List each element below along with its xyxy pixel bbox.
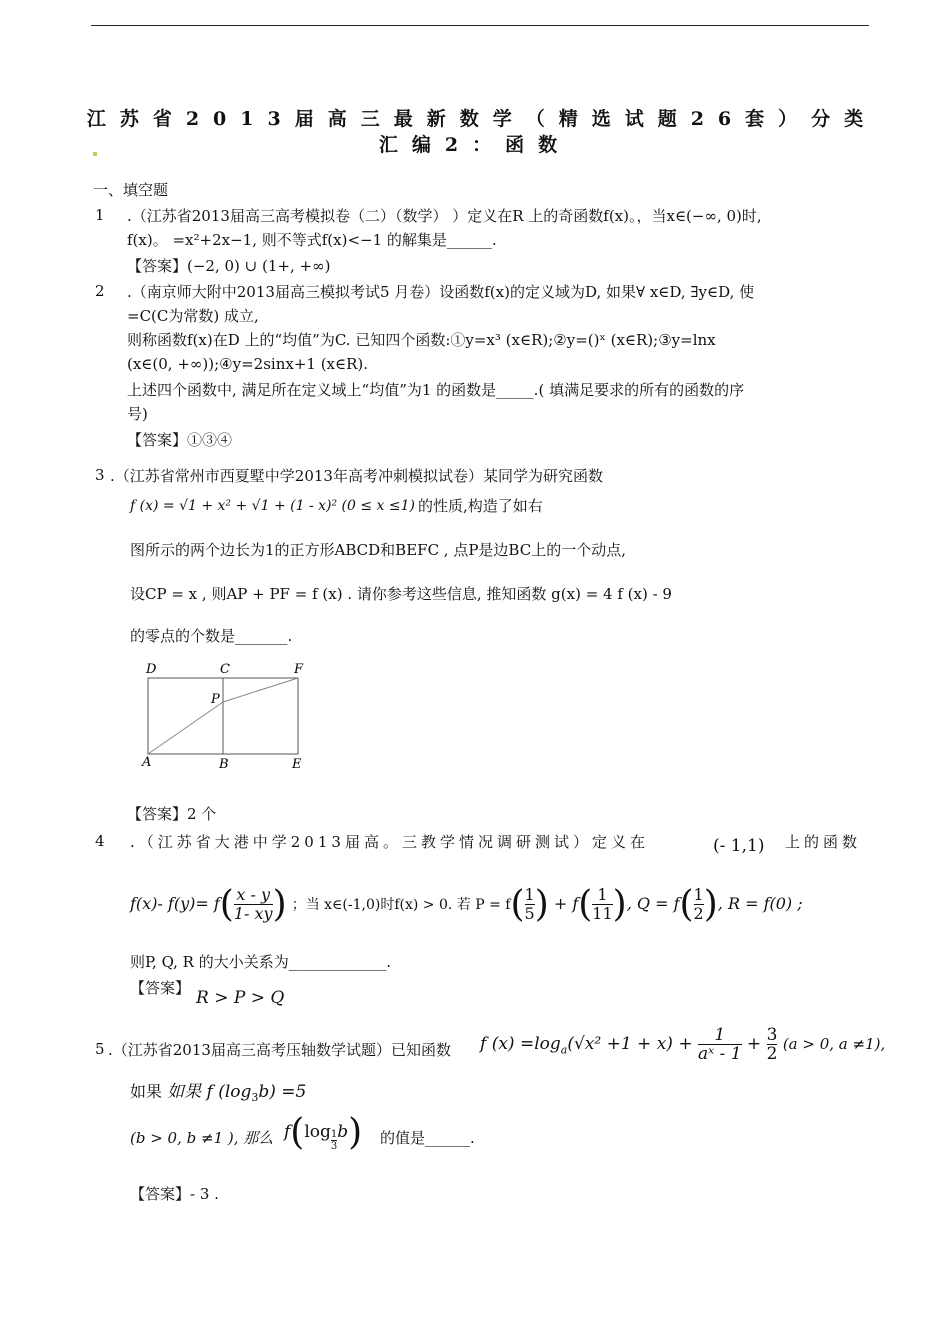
q4-eq-den: 1- xy (233, 904, 273, 923)
q2-line2: =C(C为常数) 成立, (127, 307, 259, 325)
frac-denominator: 3 (330, 1141, 338, 1152)
question-number: 1 (95, 206, 105, 224)
q5-line3 (130, 1128, 273, 1148)
q4-answer: R > P > Q (196, 988, 285, 1008)
q2-answer: 【答案】①③④ (127, 431, 233, 449)
q5-log-base: 3 (251, 1091, 259, 1104)
q5-target-expr: f(log $\frac{1}{3}$ b) (284, 1112, 363, 1153)
frac-denominator: 5 (524, 904, 535, 923)
question-number: 4 (95, 832, 105, 850)
q5-line3-tail: 的值是______. (380, 1129, 475, 1147)
q3-formula: f (x) = √1 + x² + √1 + (1 - x)² (0 ≤ x ≤1) (130, 498, 416, 514)
q5-cond-b: (b > 0, b ≠1 ), 那么 (130, 1129, 274, 1147)
q5-b: b (337, 1122, 349, 1142)
q2-line1: .（南京师大附中2013届高三模拟考试5 月卷）设函数f(x)的定义域为D, 如果∀ x∈D, ∃y∈D, 使 (127, 283, 755, 301)
question-number: 5 (95, 1040, 105, 1058)
q5-f: f (284, 1122, 291, 1142)
q4-plus: + f (553, 894, 579, 913)
q5-log: log (304, 1122, 331, 1142)
q4-equation: f(x)- f(y)= f( $\frac{x - y}{1- xy}$ ) ；当 x∈(-1,0)时f(x) > 0. 若 P = f( $\frac{1}{5}$ ) + f( $\frac{1}{11}$ ), Q = f( $\frac{1}{2}$ ), R = f(0) ; (130, 884, 803, 925)
q4-interval: (- 1,1) (713, 836, 765, 856)
q3-line5: 的零点的个数是_______. (130, 627, 293, 645)
q5-line1: .（江苏省2013届高三高考压轴数学试题）已知函数 (108, 1041, 451, 1059)
segment-pf (223, 678, 298, 702)
frac-numerator: 1 (714, 1025, 726, 1045)
q3-line2-tail: 的性质,构造了如右 (418, 497, 543, 515)
q1-answer: 【答案】(−2, 0) ∪ (1+, +∞) (127, 257, 331, 275)
question-number: 3 (95, 466, 105, 484)
segment-ap (148, 702, 223, 754)
frac-denominator: 2 (766, 1044, 778, 1064)
q5-condition: (a > 0, a ≠1), (782, 1035, 886, 1053)
label-c: C (220, 662, 230, 677)
q1-line2: f(x)。 =x²+2x−1, 则不等式f(x)<−1 的解集是______. (127, 231, 497, 249)
q5-line2-label: 如果 如果 f $(\log_3b) =5$ (130, 1082, 307, 1104)
q2-line3: 则称函数f(x)在D 上的“均值”为C. 已知四个函数:①y=x³ (x∈R);②y=()ˣ (x∈R);③y=lnx (127, 331, 716, 349)
decorative-dot (93, 152, 97, 156)
q5-equation: f $(x) =\log_a(√x^2 +1 + x)$ + $\frac{1}{\text{aˣ - 1}}$ + $\frac{3}{2}$ (a > 0, a ≠1), (480, 1025, 886, 1064)
question-number: 2 (95, 282, 105, 300)
frac-numerator: 1 (693, 885, 704, 904)
frac-numerator: 1 (524, 885, 535, 904)
frac-denominator: 11 (592, 904, 613, 923)
label-p: P (211, 692, 220, 707)
q2-line5: 上述四个函数中, 满足所在定义域上“均值”为1 的函数是_____.( 填满足要求的所有的函数的序 (127, 381, 745, 399)
q5-eq-arg: (√x² +1 + x) + (567, 1034, 693, 1054)
q4-eq-num: x - y (236, 885, 271, 904)
q3-line1: .（江苏省常州市西夏墅中学2013年高考冲刺模拟试卷）某同学为研究函数 (110, 467, 603, 485)
q4-condition: ；当 x∈(-1,0)时f(x) > 0. 若 P = f (291, 897, 511, 913)
page-title: 江苏省2013届高三最新数学（精选试题26套）分类 (86, 108, 878, 130)
q3-answer: 【答案】2 个 (127, 805, 217, 823)
q5-answer: 【答案】- 3 . (130, 1185, 219, 1203)
frac-numerator: 1 (330, 1129, 338, 1140)
frac-denominator: aˣ - 1 (697, 1044, 742, 1064)
q3-line4: 设CP = x , 则AP + PF = f (x) . 请你参考这些信息, 推知函数 g(x) = 4 f (x) - 9 (130, 585, 672, 603)
label-a: A (142, 755, 152, 770)
section-heading: 一、填空题 (93, 181, 169, 199)
q5-log-value: b) =5 (258, 1082, 307, 1102)
q3-line3: 图所示的两个边长为1的正方形ABCD和BEFC , 点P是边BC上的一个动点, (130, 541, 626, 559)
q2-line6: 号) (127, 405, 148, 423)
label-f: F (294, 662, 304, 677)
q4-line1-tail: 上的函数 (785, 833, 862, 851)
label-e: E (292, 757, 302, 772)
label-b: B (219, 757, 229, 772)
frac-numerator: 1 (597, 885, 608, 904)
square-diagram (138, 658, 318, 774)
frac-numerator: 3 (766, 1025, 778, 1045)
q5-eq-base: a (560, 1043, 568, 1057)
q2-line4: (x∈(0, +∞));④y=2sinx+1 (x∈R). (127, 355, 369, 373)
q4-q: , Q = f (626, 894, 680, 913)
page-title-line2: 汇编2：函数 (378, 134, 572, 156)
q5-eq-f: f (x) =log (480, 1034, 561, 1054)
q4-r: , R = f(0) ; (717, 894, 803, 913)
label-d: D (146, 662, 157, 677)
q1-line1: .（江苏省2013届高三高考模拟卷（二）（数学） ）定义在R 上的奇函数f(x)。，当x∈(−∞, 0)时, (127, 207, 762, 225)
q4-line1: .（江苏省大港中学2013届高。三教学情况调研测试）定义在 (130, 833, 649, 851)
q4-line3: 则P, Q, R 的大小关系为_____________. (130, 953, 392, 971)
q4-answer-label: 【答案】 (130, 979, 191, 997)
header-rule (91, 25, 869, 26)
q5-log-expr: 如果 f (log (167, 1082, 252, 1102)
frac-denominator: 2 (693, 904, 704, 923)
q4-eq-left: f(x)- f(y)= f (130, 894, 220, 913)
